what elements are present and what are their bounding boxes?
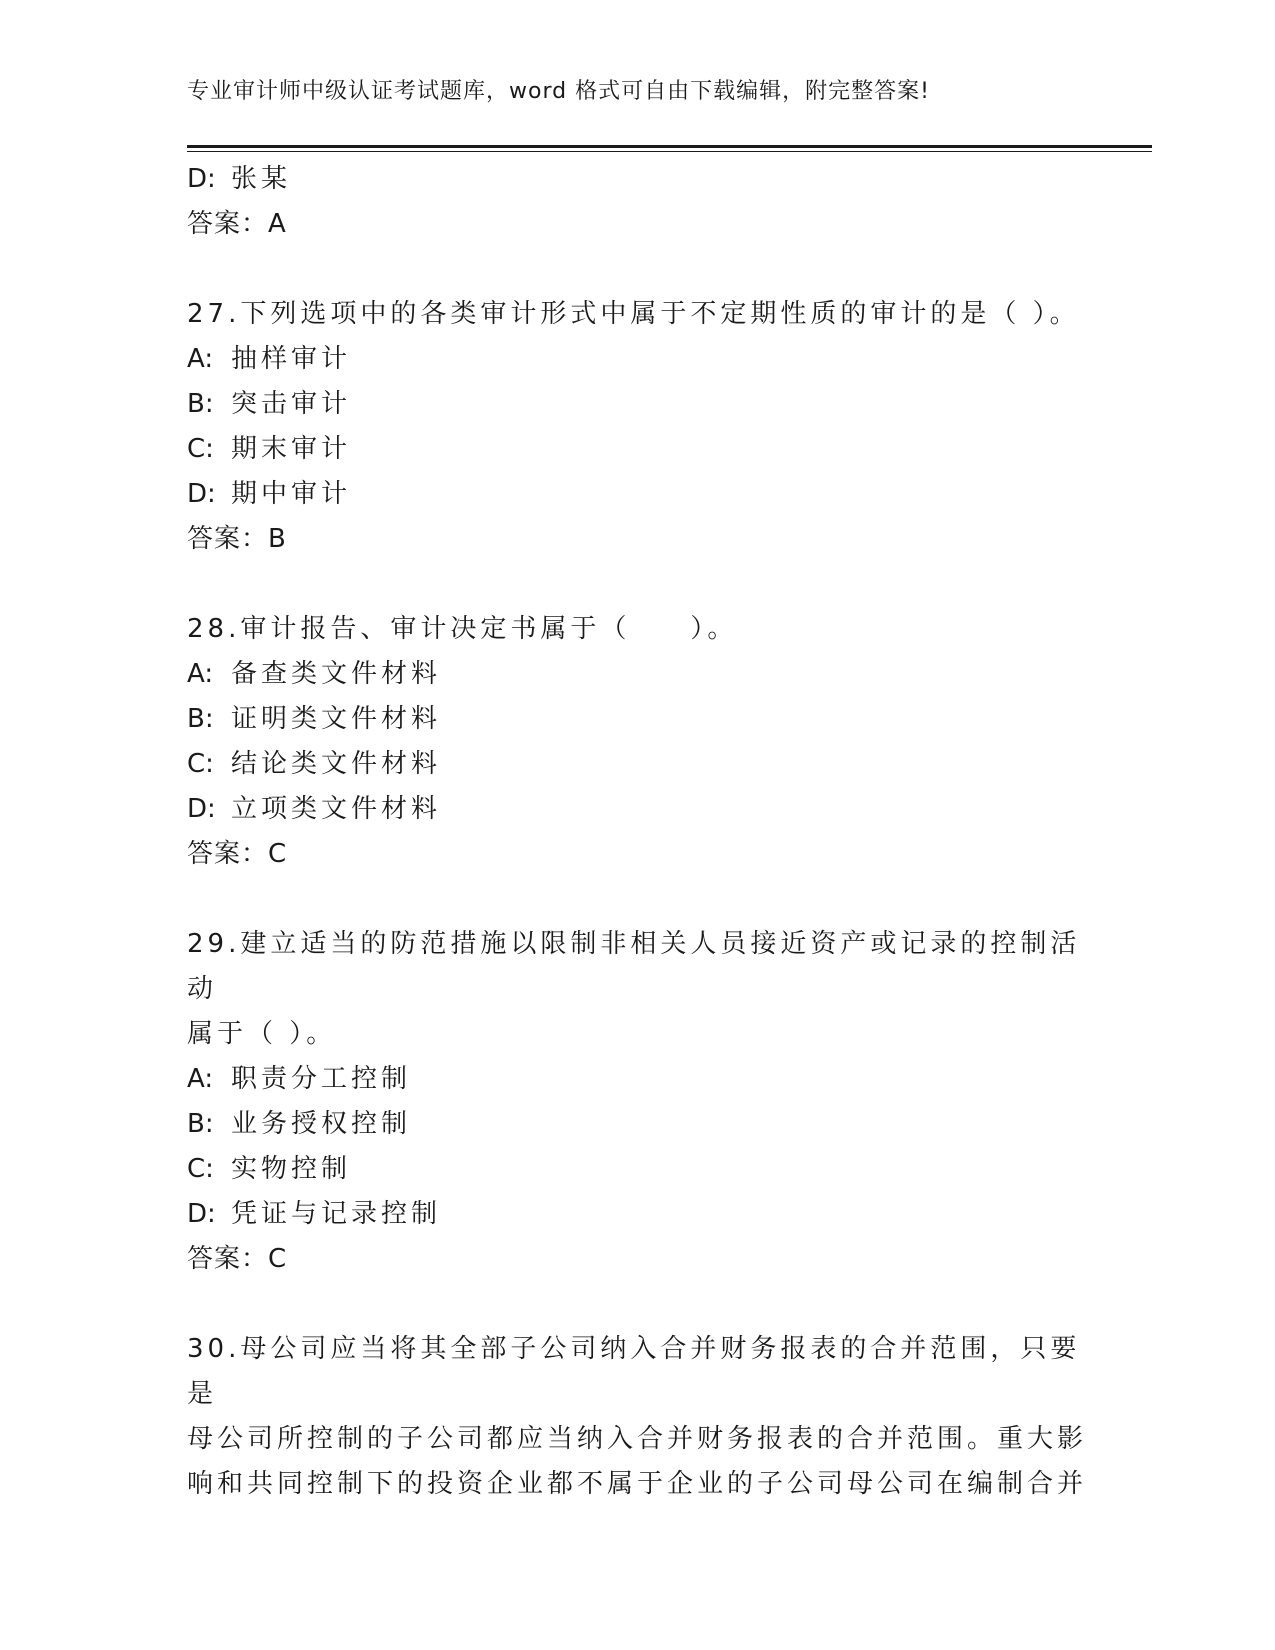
q29-option-d	[187, 1192, 1087, 1237]
q28-option-a	[187, 652, 1087, 697]
q27-answer: 答案：B	[187, 524, 287, 554]
q28-answer: 答案：C	[187, 839, 288, 869]
q29-stem-line-1: 29.建立适当的防范措施以限制非相关人员接近资产或记录的控制活动	[187, 929, 1081, 1004]
option-key: A:	[187, 344, 214, 374]
q28-option-d	[187, 787, 1087, 832]
q29-option-c	[187, 1147, 1087, 1192]
option-key: C:	[187, 1154, 214, 1184]
q27-option-b	[187, 382, 1087, 427]
q30-stem-line-3: 响和共同控制下的投资企业都不属于企业的子公司母公司在编制合并	[187, 1469, 1088, 1499]
option-text: 突击审计	[231, 389, 352, 419]
option-text: 实物控制	[231, 1154, 352, 1184]
q28-stem: 28.审计报告、审计决定书属于（ ）。	[187, 614, 738, 644]
q28-option-c	[187, 742, 1087, 787]
q29-option-a	[187, 1057, 1087, 1102]
option-text: 期中审计	[231, 479, 352, 509]
option-key: C:	[187, 749, 214, 779]
option-text: 备查类文件材料	[231, 659, 442, 689]
option-text: 期末审计	[231, 434, 352, 464]
option-text: 立项类文件材料	[231, 794, 442, 824]
option-text: 结论类文件材料	[231, 749, 442, 779]
option-key: D:	[187, 479, 216, 509]
q27-option-c	[187, 427, 1087, 472]
option-key: D:	[187, 164, 216, 194]
option-text: 业务授权控制	[231, 1109, 412, 1139]
question-list	[187, 157, 1087, 1507]
prev-option-d	[187, 157, 1087, 202]
option-key: B:	[187, 389, 214, 419]
option-key: B:	[187, 1109, 214, 1139]
q29-stem-line-2: 属于（ ）。	[187, 1019, 337, 1049]
option-key: C:	[187, 434, 214, 464]
option-key: D:	[187, 1199, 216, 1229]
header-rule-thin	[187, 151, 1152, 152]
option-key: A:	[187, 1064, 214, 1094]
option-key: B:	[187, 704, 214, 734]
q28-option-b	[187, 697, 1087, 742]
prev-answer: 答案：A	[187, 209, 287, 239]
spacer	[187, 1282, 1087, 1327]
q30-stem-line-2: 母公司所控制的子公司都应当纳入合并财务报表的合并范围。重大影	[187, 1424, 1088, 1454]
spacer	[187, 562, 1087, 607]
spacer	[187, 247, 1087, 292]
q27-option-d	[187, 472, 1087, 517]
q29-answer: 答案：C	[187, 1244, 288, 1274]
q30-stem-line-1: 30.母公司应当将其全部子公司纳入合并财务报表的合并范围，只要是	[187, 1334, 1081, 1409]
option-key: A:	[187, 659, 214, 689]
option-text: 抽样审计	[231, 344, 352, 374]
q27-option-a	[187, 337, 1087, 382]
option-text: 职责分工控制	[231, 1064, 412, 1094]
option-text: 张某	[231, 164, 292, 194]
header-rule-thick	[187, 145, 1152, 148]
q29-option-b	[187, 1102, 1087, 1147]
page-header: 专业审计师中级认证考试题库，word 格式可自由下载编辑，附完整答案!	[187, 79, 930, 104]
option-text: 证明类文件材料	[231, 704, 442, 734]
option-text: 凭证与记录控制	[231, 1199, 442, 1229]
option-key: D:	[187, 794, 216, 824]
spacer	[187, 877, 1087, 922]
q27-stem: 27.下列选项中的各类审计形式中属于不定期性质的审计的是（ ）。	[187, 299, 1080, 329]
